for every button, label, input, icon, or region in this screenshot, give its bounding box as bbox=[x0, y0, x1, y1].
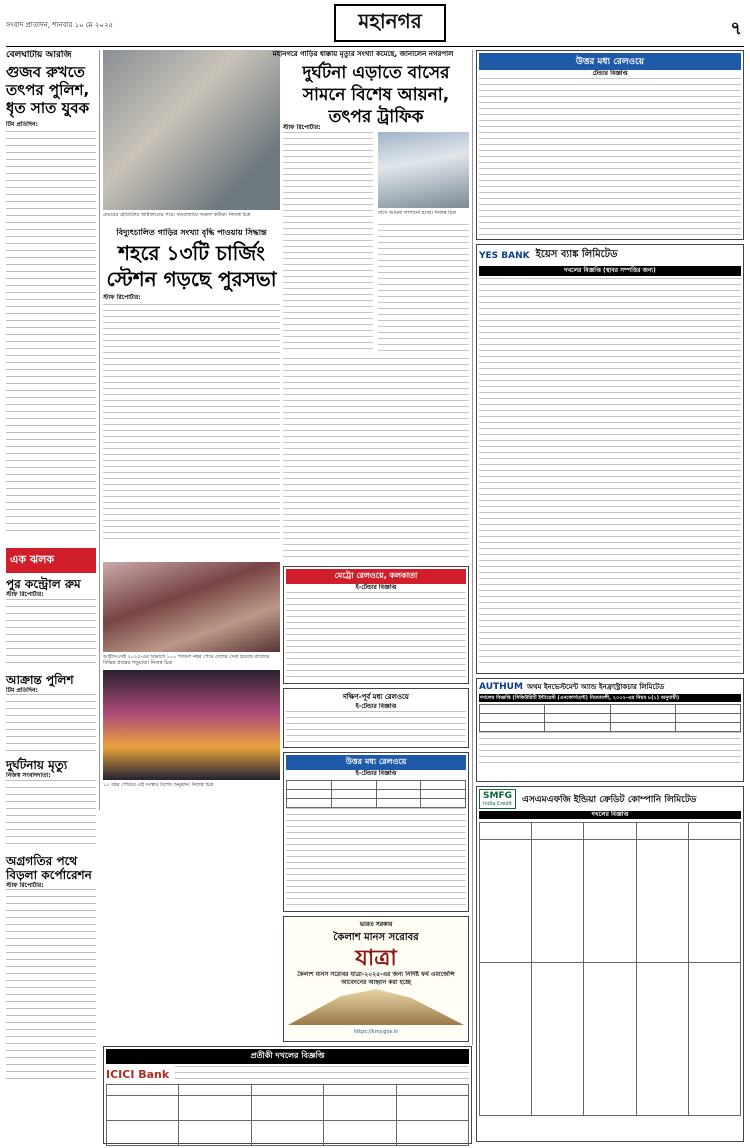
ad-sub: ই-টেন্ডার বিজ্ঞপ্তি bbox=[355, 703, 397, 710]
ad-ner-top bbox=[476, 50, 744, 240]
ad-sub: টেন্ডার বিজ্ঞপ্তি bbox=[592, 70, 628, 77]
ek-jhalak-label: এক ঝলক bbox=[6, 548, 96, 573]
brief-byline: স্টাফ রিপোর্টার: bbox=[6, 881, 44, 889]
bus-body-text-2 bbox=[378, 224, 469, 352]
ad-kailash-banner: ভারত সরকার bbox=[359, 921, 393, 928]
ek-jhalak-section bbox=[6, 548, 96, 1142]
ad-ner-mid bbox=[283, 752, 469, 912]
ad-body bbox=[286, 711, 466, 747]
ad-kailash-body: কৈলাশ মানস সরোবর যাত্রা-২০২৫-এর জন্য নির্দিষ্ট ফর্ম এমার্জেন্সি আবেদনের আহ্বান করা হচ্ছে bbox=[297, 971, 455, 986]
story-body-text bbox=[6, 131, 96, 531]
page-number: ৭ bbox=[730, 18, 742, 39]
ad-title: প্রতীকী দখলের বিজ্ঞপ্তি bbox=[106, 1049, 469, 1064]
story-kicker: মহানগরে গাড়ির ধাক্কায় মৃত্যুর সংখ্যা কমেছে, জানালেন নগরপাল bbox=[272, 50, 454, 58]
brief-headline: পুর কন্ট্রোল রুম bbox=[6, 577, 81, 591]
bus-headline: দুর্ঘটনা এড়াতে বাসের সামনে বিশেষ আয়না, তৎপর ট্রাফিক bbox=[302, 63, 450, 127]
ad-sub: ই-টেন্ডার বিজ্ঞপ্তি bbox=[355, 584, 397, 591]
ad-title: এসএমএফজি ইন্ডিয়া ক্রেডিট কোম্পানি লিমিটেড bbox=[521, 794, 697, 805]
ad-sub: ই-টেন্ডার বিজ্ঞপ্তি bbox=[355, 770, 397, 777]
ad-sub: দখলের বিজ্ঞপ্তি (সিকিউরিটি ইন্টারেস্ট (এনফোর্সমেন্ট) নিয়মাবলী, ২০০২-এর নিয়ম ৮(১) অনুযায়ী) bbox=[479, 694, 741, 702]
story-byline: টিম প্রতিদিন: bbox=[6, 121, 38, 128]
ad-body bbox=[479, 78, 741, 238]
ad-sub: দখলের বিজ্ঞপ্তি (স্থাবর সম্পত্তির জন্য) bbox=[479, 266, 741, 276]
ad-table bbox=[286, 780, 466, 808]
ad-icici bbox=[103, 1046, 472, 1144]
brief-body bbox=[6, 599, 96, 669]
story-headline: শহরে ১৩টি চার্জিং স্টেশন গড়ছে পুরসভা bbox=[106, 241, 277, 291]
ad-sec-rly bbox=[283, 688, 469, 748]
brief-headline: অগ্রগতির পথে বিড়লা কর্পোরেশন bbox=[6, 853, 92, 882]
story-kicker: বিদ্যুৎচালিত গাড়ির সংখ্যা বৃদ্ধি পাওয়ায় সিদ্ধান্ত bbox=[116, 228, 267, 237]
ad-body bbox=[286, 592, 466, 680]
ad-body bbox=[479, 732, 741, 766]
brief-item bbox=[6, 854, 96, 1080]
masthead-date: সংবাদ প্রতিদিন, শনিবার ১০ মে ২০২৫ bbox=[6, 22, 114, 29]
section-title-box bbox=[334, 4, 446, 42]
brief-item bbox=[6, 577, 96, 669]
ad-body-head bbox=[175, 1066, 469, 1082]
ad-sub: দখলের বিজ্ঞপ্তি bbox=[479, 811, 741, 819]
bus-body-text-3 bbox=[283, 358, 469, 558]
brief-body bbox=[6, 780, 96, 850]
mountain-image bbox=[288, 989, 464, 1025]
ad-table bbox=[106, 1084, 469, 1146]
brief-byline: টিম প্রতিদিন: bbox=[6, 686, 38, 694]
section-title: মহানগর bbox=[358, 8, 422, 33]
authum-logo: AUTHUM bbox=[479, 682, 523, 692]
brief-body bbox=[6, 889, 96, 1079]
brief-byline: স্টাফ রিপোর্টার: bbox=[6, 591, 44, 598]
ad-title: অথম ইনভেস্টমেন্ট অ্যান্ড ইনফ্রাস্ট্রাকচার লিমিটেড bbox=[526, 683, 665, 691]
ad-authum bbox=[476, 678, 744, 782]
icici-logo: ICICI Bank bbox=[106, 1067, 170, 1081]
photo-icse-toppers bbox=[103, 562, 280, 652]
ad-title: দক্ষিণ-পূর্ব মধ্য রেলওয়ে bbox=[343, 693, 409, 701]
photo-caption: মেয়রের হোটেলের অগ্নিকাণ্ডের পরে। বড়বাজারে দমকল কর্মীরা। নিজস্ব চিত্র bbox=[103, 212, 251, 218]
ad-table bbox=[479, 704, 741, 732]
photo-fire-scene bbox=[103, 50, 280, 210]
smfg-logo bbox=[479, 789, 516, 809]
yes-bank-logo: YES BANK bbox=[479, 250, 530, 261]
brief-item bbox=[6, 758, 96, 850]
right-column-divider bbox=[472, 50, 473, 1045]
masthead-rule bbox=[6, 46, 744, 47]
story-headline: গুজব রুখতে তৎপর পুলিশ, ধৃত সাত যুবক bbox=[6, 63, 90, 117]
ad-title: ইয়েস ব্যাঙ্ক লিমিটেড bbox=[535, 249, 618, 260]
ad-table bbox=[479, 822, 741, 1116]
bus-body-text bbox=[283, 132, 373, 352]
story-gujab bbox=[6, 50, 96, 540]
ad-metro bbox=[283, 566, 469, 684]
ad-yes-bank bbox=[476, 244, 744, 674]
smfg-logo-sub: India Credit bbox=[483, 801, 512, 807]
brief-body bbox=[6, 694, 96, 754]
brief-headline: দুর্ঘটনায় মৃত্যু bbox=[6, 758, 68, 772]
ad-smfg bbox=[476, 786, 744, 1142]
bus-byline: স্টাফ রিপোর্টার: bbox=[283, 124, 321, 131]
ad-kailash bbox=[283, 916, 469, 1042]
story-kicker: বেলঘাটায় আরজি bbox=[6, 50, 72, 60]
story-body-text bbox=[103, 304, 280, 544]
column-divider bbox=[99, 50, 100, 810]
smfg-logo-text: SMFG bbox=[483, 791, 512, 801]
brief-byline: নিজস্ব সংবাদদাতা: bbox=[6, 772, 51, 779]
story-charging bbox=[103, 228, 280, 558]
story-byline: স্টাফ রিপোর্টার: bbox=[103, 294, 141, 301]
ad-kailash-title1: কৈলাশ মানস সরোবর bbox=[333, 932, 419, 943]
brief-item bbox=[6, 673, 96, 755]
ad-body bbox=[479, 278, 741, 668]
brief-headline: আক্রান্ত পুলিশ bbox=[6, 672, 74, 687]
ad-body bbox=[286, 808, 466, 908]
photo-event bbox=[103, 670, 280, 780]
photo-caption: আইসিএসই ২০২৫-এর বিভাগে ১০০ শতাংশ নম্বর পেয়ে দেশের সেরা হয়েছে রাজ্যের বিভিন্ন প্রান্তের পড়ুয়ারা। নিজস্ব চিত্র bbox=[103, 654, 270, 666]
ad-title: উত্তর মধ্য রেলওয়ে bbox=[286, 755, 466, 770]
ad-kailash-title2: যাত্রা bbox=[355, 946, 397, 971]
ad-title: উত্তর মধ্য রেলওয়ে bbox=[479, 53, 741, 70]
ad-kailash-url[interactable]: https://kmy.gov.in bbox=[353, 1029, 399, 1035]
ad-title: মেট্রো রেলওয়ে, কলকাতা bbox=[286, 569, 466, 584]
masthead bbox=[6, 4, 744, 44]
bus-photo-caption: বাসে আয়না লাগানো হচ্ছে। নিজস্ব চিত্র bbox=[378, 210, 456, 216]
photo-caption: ১০ বছর পেরিয়ে এই সংস্থার বিশেষ অনুষ্ঠান। নিজস্ব চিত্র bbox=[103, 782, 214, 788]
photo-bus-mirror bbox=[378, 132, 469, 208]
